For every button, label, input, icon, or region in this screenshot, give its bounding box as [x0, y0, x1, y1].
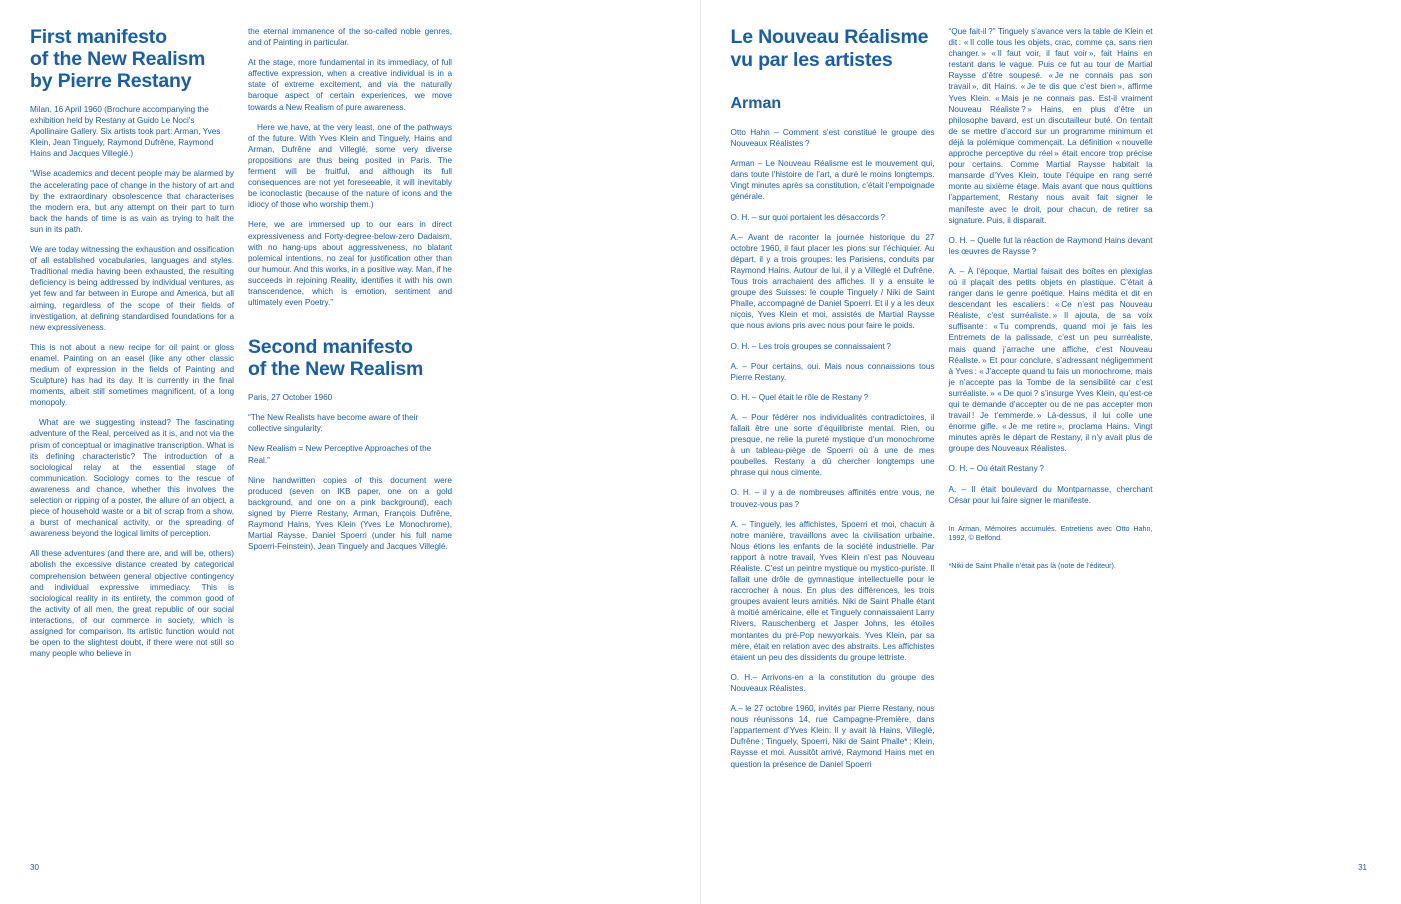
title2-line-1: Second manifesto: [248, 336, 413, 359]
body-paragraph: O. H. – il y a de nombreuses affinités entre vous, ne trouvez-vous pas ?: [730, 488, 935, 509]
body-paragraph: What are we suggesting instead? The fascinating adventure of the Real, perceived as it is, and not via the prism of conceptual or imaginative transcription. What is its defining characteristic? The introduction of a sociological relay at the essential stage of communication. Sociology comes to the rescue of awareness and chance, whether this involves the selection or ripping of a poster, the allure of an object, a piece of household waste or a bit of scrap from a show, a burst of mechanical activity, or the spreading of awareness beyond the logical limits of perception.: [30, 418, 234, 539]
right-column-2: [949, 26, 1153, 779]
body-paragraph: A. – Pour certains, oui. Mais nous connaissions tous Pierre Restany.: [730, 361, 935, 382]
left-page-columns: [30, 26, 669, 668]
body-paragraph: A. – À l’époque, Martial faisait des boîtes en plexiglas où il plaçait des petits objets en plastique. C’était à ranger dans le genre poétique. Hains médita et dit en descendant les escaliers : « Ce n’est pas Nouveau Réaliste, c’est surréaliste. » Il ajouta, de sa voix suffisante : « Tu comprends, quand moi je fais les Entremets de la palissade, c’est un peu surréaliste, mais quand j’arrache une affiche, c’est Nouveau Réaliste. » Et pour conclure, s’adressant négligemment à Yves : « J’accepte quand tu fais un monochrome, mais je n’accepte pas la Tombe de la sensibilité car c’est surréaliste. » « De quoi ? s’insurge Yves Klein, qu’est-ce qui te demande d’accepter ou de ne pas accepter mon travail ! Je t’emmerde. » Là-dessus, il lui colle une énorme gifle. « Je me retire », proclama Hains. Vingt minutes après le départ de Restany, il n’y avait plus de groupe des Nouveaux Réalistes.: [948, 266, 1153, 454]
body-paragraph: A.– le 27 octobre 1960, invités par Pierre Restany, nous nous réunissons 14, rue Campagne-Première, dans l’appartement d’Yves Klein. Il y avait là Hains, Villeglé, Dufrêne ; Tinguely, Spoerri, Niki de Saint Phalle* ; Klein, Raysse et moi. Aussitôt arrivé, Raymond Hains met en question la présence de Daniel Spoerri: [730, 704, 935, 769]
body-paragraph: O. H. – Les trois groupes se connaissaient ?: [730, 341, 891, 351]
spacer: [949, 552, 1153, 561]
artist-name-heading: Arman: [730, 95, 782, 112]
title-line-1: First manifesto: [30, 26, 167, 48]
body-paragraph: This is not about a new recipe for oil paint or gloss enamel. Painting on an easel (like any other classic medium of expression in the fields of Painting and Sculpture) has had its day. It is currently in the final moments, albeit still sometimes magnificent, of a long monopoly.: [30, 342, 234, 408]
body-paragraph: All these adventures (and there are, and will be, others) abolish the excessive distance created by categorical comprehension between general objective contingency and individual expressive immediacy. This is sociological reality in its entirety, the common good of the activity of all men, the great republic of our social interactions, of our commerce in society, which is assigned for comparison. Its artistic function would not be open to the slightest doubt, if there were not still so many people who believe in: [30, 549, 234, 659]
body-paragraph: “Wise academics and decent people may be alarmed by the accelerating pace of change in the history of art and by the extraordinary obsolescence that characterises the modern era, but any attempt on their part to turn back the hands of time is as vain as trying to halt the sun in its path.: [30, 169, 234, 234]
body-paragraph: A. – Tinguely, les affichistes, Spoerri et moi, chacun à notre manière, travaillons avec la civilisation urbaine. Nous étions les enfants de la société industrielle. Par rapport à notre travail, Yves Klein n’est pas Nouveau Réaliste. C’est un peintre mystique ou mystico-puriste. Il fallait une drôle de gymnastique intellectuelle pour le raccrocher à nous. En plus des différences, les trois groupes avaient leurs amitiés. Niki de Saint Phalle étant à moitié américaine, elle et Tinguely connaissaient Larry Rivers, Rauschenberg et Jasper Johns, les étoiles montantes du pré-Pop newyorkais. Yves Klein, par sa mère, était en relation avec des abstraits. Les affichistes étaient un peu des dissidents du groupe lettriste.: [730, 519, 935, 662]
title2-line-2: of the New Realism: [248, 358, 424, 381]
body-paragraph: O. H. – Quelle fut la réaction de Raymond Hains devant les œuvres de Raysse ?: [948, 235, 1153, 256]
left-column-1: [30, 26, 234, 668]
body-paragraph: Nine handwritten copies of this document were produced (seven on IKB paper, one on a gold background, and one on a pink background), each signed by Pierre Restany, Arman, François Dufrêne, Raymond Hains, Yves Klein (Yves Le Monochrome), Martial Raysse, Daniel Spoerri (under his full name Spoerri-Feinstein), Jean Tinguely and Jacques Villeglé.: [248, 475, 452, 552]
body-paragraph: We are today witnessing the exhaustion and ossification of all established vocabularies, languages and styles. Traditional media having been exhausted, the resulting deficiency is being addressed by individual ventures, as yet few and far between in Europe and America, but all aiming, regardless of the scope of their fields of investigation, at defining standardised foundations for a new expressiveness.: [30, 245, 234, 332]
second-manifesto-title: [248, 336, 452, 380]
body-paragraph: A.– Avant de raconter la journée historique du 27 octobre 1960, il faut placer les pions sur l’échiquier. Au départ, il y a trois groupes: les Parisiens, conduits par Raymond Hains. Autour de lui, il y a Villeglé et Dufrêne. Tous trois arrachaient des affiches. Il y a ensuite le groupe des Suisses: le couple Tinguely / Niki de Saint Phalle, accompagné de Daniel Spoerri. Et il y a les deux niçois, Yves Klein et moi, assistés de Martial Raysse que nous avions pris avec nous pour faire le poids.: [730, 232, 935, 331]
page-title: [30, 26, 234, 92]
right-page-columns: [731, 26, 1368, 779]
editor-footnote: *Niki de Saint Phalle n’était pas là (note de l’éditeur).: [948, 560, 1116, 570]
section-title-line-1: Le Nouveau Réalisme: [730, 26, 929, 48]
body-paragraph: “Que fait-il ?” Tinguely s’avance vers la table de Klein et dit : « Il colle tous les objets, crac, comme ça, sans rien changer. » « Il faut voir, il faut voir », fait Hains en restant dans le vague. Puis ce fut au tour de Martial Raysse d’être soupesé. « Je ne connais pas son travail », dit Hains. « Je te dis que c’est bien », affirme Yves Klein. « Mais je ne connais pas. Est-il vraiment Nouveau Réaliste ? » Hains, en plus d’être un philosophe bavard, est un discutailleur buté. On tentait de se mettre d’accord sur un programme minimum et déjà la polémique commençait. La définition « nouvelle approche perceptive du réel » était encore trop précise pour certains. Comme Martial Raysse habitait la mansarde d’Yves Klein, toute l’équipe en rang serré monte au sixième étage. Mais avant que nous quittions l’appartement, Restany nous avait fait signer le manifeste avec le droit, pour chacun, de retirer sa signature. Puis, il disparait.: [948, 27, 1153, 225]
section-title: [731, 26, 935, 72]
folio-left: 30: [30, 863, 39, 872]
manifesto-meta: Milan, 16 April 1960 (Brochure accompanying the exhibition held by Restany at Guido Le Noci's Apollinaire Gallery. Six artists took part: Arman, Yves Klein, Jean Tinguely, Raymond Dufrêne, Raymond Hains and Jacques Villeglé.): [30, 105, 221, 159]
body-paragraph: At the stage, more fundamental in its immediacy, of full affective expression, when a creative individual is in a state of extreme excitement, and via the naturally baroque aspect of certain experiences, we move towards a New Realism of pure awareness.: [248, 58, 452, 112]
second-manifesto-meta: Paris, 27 October 1960: [248, 393, 333, 403]
title-line-2: of the New Realism: [30, 48, 206, 70]
body-paragraph: Arman – Le Nouveau Réalisme est le mouvement qui, dans toute l’histoire de l’art, a duré le moins longtemps. Vingt minutes après sa constitution, c’était l’empoignade générale.: [730, 159, 935, 202]
right-column-1: [731, 26, 935, 779]
body-paragraph: A. – Pour fédérer nos individualités contradictoires, il fallait être une sorte d’équilibriste mental. Rien, ou presque, ne relie la pureté mystique d’un monochrome à un tableau-piège de Spoerri où à une de mes poubelles. Restany a dû chercher longtemps une phrase qui nous cimente.: [730, 412, 935, 478]
body-paragraph: O. H. – Où était Restany ?: [948, 464, 1044, 474]
body-paragraph: the eternal immanence of the so-called noble genres, and of Painting in particular.: [248, 27, 452, 48]
body-paragraph: New Realism = New Perceptive Approaches of the Real.”: [248, 444, 432, 465]
body-paragraph: Here we have, at the very least, one of the pathways of the future. With Yves Klein and Tinguely, Hains and Arman, Dufrêne and Villeglé, some very diverse propositions are thus being posited in Paris. The ferment will be fruitful, and although its full consequences are not yet foreseeable, it will inevitably be iconoclastic (because of the nature of icons and the idiocy of those who worship them.): [248, 122, 452, 210]
body-paragraph: O. H. – Quel était le rôle de Restany ?: [730, 392, 869, 402]
folio-right: 31: [1358, 863, 1367, 872]
source-credit: In Arman, Mémoires accumulés. Entretiens avec Otto Hahn, 1992, © Belfond.: [948, 523, 1153, 543]
body-paragraph: A. – Il était boulevard du Montparnasse, cherchant César pour lui faire signer le manifeste.: [948, 484, 1153, 505]
right-page: [701, 0, 1401, 904]
body-paragraph: “The New Realists have become aware of their collective singularity.: [248, 413, 419, 434]
spacer: [949, 515, 1153, 524]
body-paragraph: Otto Hahn – Comment s’est constitué le groupe des Nouveaux Réalistes ?: [730, 128, 935, 149]
section-title-line-2: vu par les artistes: [730, 49, 893, 71]
title-line-3: by Pierre Restany: [30, 70, 192, 92]
body-paragraph: O. H. – sur quoi portaient les désaccords ?: [730, 212, 886, 222]
body-paragraph: O. H.– Arrivons-en a la constitution du groupe des Nouveaux Réalistes.: [730, 672, 935, 693]
body-paragraph: Here, we are immersed up to our ears in direct expressiveness and Forty-degree-below-zero Dadaism, with no hang-ups about aggressiveness, no blatant polemical intentions, no zeal for justification other than our humour. And this works, in a positive way. Man, if he succeeds in rejoining Reality, identifies it with his own transcendence, which is emotion, sentiment and ultimately even Poetry.”: [248, 220, 452, 308]
left-column-2: [248, 26, 452, 668]
